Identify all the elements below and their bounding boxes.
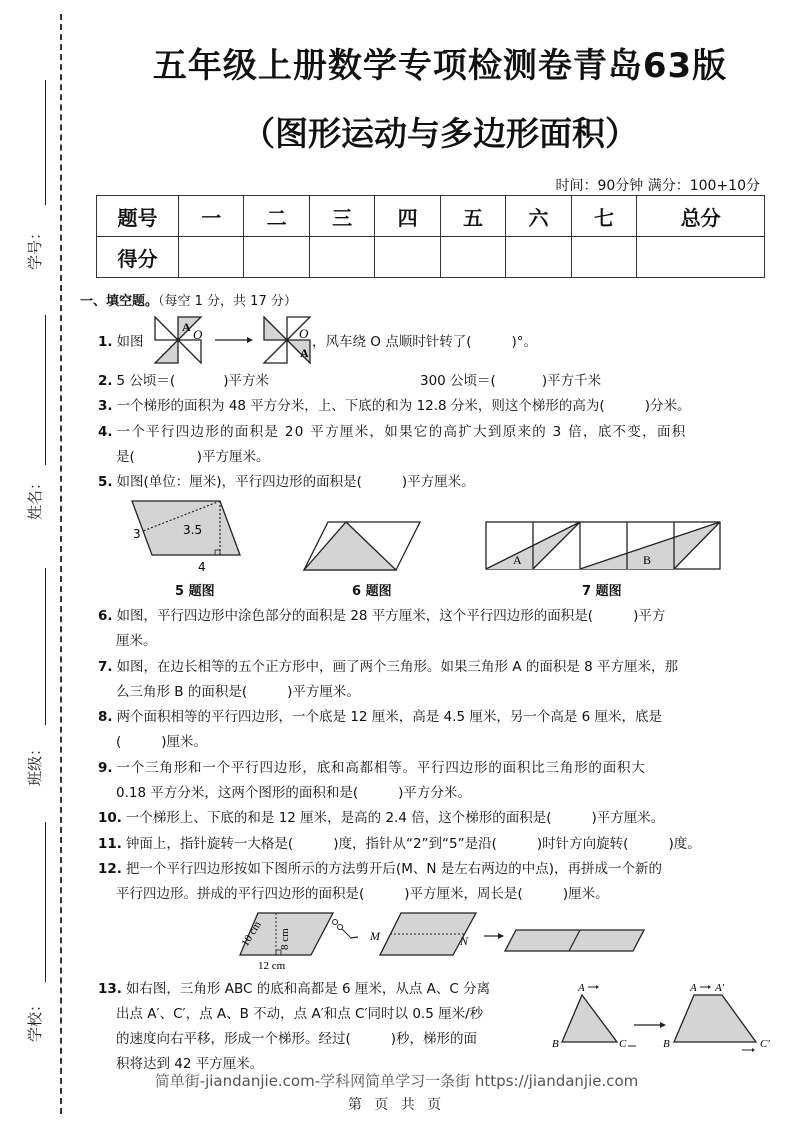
- header-cell: 六: [506, 196, 571, 237]
- section-label: 一、填空题。: [80, 294, 159, 309]
- figure-12-cut-and-rearrange: [238, 910, 648, 972]
- score-cell[interactable]: [179, 237, 244, 278]
- name-label: 姓名：: [26, 474, 44, 520]
- question-text: )平方厘米。: [196, 449, 270, 465]
- question-text: )度，指针从“2”到“5”是沿(: [333, 836, 497, 852]
- question-7: [98, 655, 766, 705]
- question-text: 么三角形 B 的面积是(: [116, 684, 248, 700]
- question-text: )时针方向旋转(: [536, 836, 629, 852]
- question-number: 1.: [98, 334, 113, 350]
- question-text: )平方厘米。: [287, 684, 360, 700]
- question-text: 的速度向右平移，形成一个梯形。经过(: [116, 1031, 351, 1047]
- student-id-label: 学号：: [26, 224, 44, 270]
- school-field[interactable]: [8, 822, 58, 1042]
- question-10: [98, 806, 766, 831]
- question-text: 把一个平行四边形按如下图所示的方法剪开后(M、N 是左右两边的中点)，再拼成一个新的: [125, 861, 662, 877]
- student-id-field[interactable]: [8, 80, 58, 280]
- binding-dashed-line: [60, 14, 62, 1114]
- height-label: 8 cm: [279, 928, 291, 950]
- question-1-tail: [312, 330, 712, 355]
- question-text: 积将达到 42 平方厘米。: [116, 1056, 264, 1072]
- header-cell: 五: [440, 196, 505, 237]
- triangle-b-label: B: [643, 553, 652, 567]
- school-label: 学校：: [26, 996, 44, 1042]
- question-5: [98, 470, 766, 495]
- question-text: )°。: [511, 334, 538, 350]
- question-text: 如图，平行四边形中涂色部分的面积是 28 平方厘米，这个平行四边形的面积是(: [116, 608, 594, 624]
- question-number: 6.: [98, 608, 113, 624]
- side-label: 10 cm: [239, 919, 264, 949]
- question-text: )厘米。: [562, 886, 609, 902]
- question-text: 一个平行四边形的面积是 20 平方厘米，如果它的高扩大到原来的 3 倍，底不变，面积: [116, 424, 687, 440]
- question-number: 8.: [98, 709, 113, 725]
- score-table: [96, 195, 765, 278]
- question-text: 一个三角形和一个平行四边形，底和高都相等。平行四边形的面积比三角形的面积大: [116, 760, 646, 776]
- figure-7-caption: 7 题图: [582, 584, 622, 599]
- question-text: (: [116, 734, 122, 750]
- question-number: 5.: [98, 474, 113, 490]
- question-text: 如右图，三角形 ABC 的底和高都是 6 厘米，从点 A、C 分离: [125, 981, 491, 997]
- question-text: 300 公顷＝(: [420, 373, 496, 389]
- point-n-label: N: [460, 934, 469, 948]
- page-subtitle: （图形运动与多边形面积）: [242, 114, 638, 153]
- side-label: 3: [133, 527, 141, 541]
- base-label: 4: [198, 560, 206, 574]
- figure-6-caption: 6 题图: [352, 584, 392, 599]
- triangle-a-label: A: [513, 553, 522, 567]
- question-number: 10.: [98, 810, 122, 826]
- score-cell[interactable]: [309, 237, 374, 278]
- question-text: 是(: [116, 449, 135, 465]
- question-text: 出点 A′、C′，点 A、B 不动，点 A′和点 C′同时以 0.5 厘米/秒: [116, 1006, 484, 1022]
- score-cell[interactable]: [571, 237, 636, 278]
- header-cell: 二: [244, 196, 309, 237]
- base-label: 12 cm: [258, 960, 286, 972]
- height-label: 3.5: [183, 523, 203, 537]
- header-cell: 总分: [637, 196, 765, 237]
- windmill-figure: [145, 311, 315, 371]
- svg-text:A: A: [300, 346, 309, 360]
- label-a: A: [182, 320, 191, 334]
- question-text: 0.18 平方分米，这两个图形的面积和是(: [116, 785, 359, 801]
- question-2b: [420, 369, 720, 394]
- score-table-score-row: [97, 237, 765, 278]
- score-cell[interactable]: [637, 237, 765, 278]
- header-cell: 三: [309, 196, 374, 237]
- question-number: 4.: [98, 424, 113, 440]
- figure-6-parallelogram: [300, 520, 430, 572]
- question-number: 13.: [98, 981, 122, 997]
- point-c-prime-label: C′: [760, 1038, 770, 1050]
- name-blank-line[interactable]: [45, 315, 46, 465]
- question-text: )平方千米: [541, 373, 602, 389]
- question-text: 如图(单位：厘米)，平行四边形的面积是(: [116, 474, 362, 490]
- point-a-prime-label: A′: [715, 982, 725, 994]
- header-cell: 一: [179, 196, 244, 237]
- class-field[interactable]: [8, 568, 58, 798]
- section-title: [80, 290, 297, 309]
- score-cell[interactable]: [375, 237, 440, 278]
- question-number: 12.: [98, 861, 122, 877]
- question-text: )分米。: [644, 398, 691, 414]
- question-text: 平行四边形。拼成的平行四边形的面积是(: [116, 886, 365, 902]
- question-text: ，风车绕 O 点顺时针转了(: [312, 334, 472, 350]
- svg-text:O: O: [299, 326, 309, 341]
- row-label: 得分: [97, 237, 179, 278]
- question-12: [98, 857, 766, 907]
- question-text: )度。: [668, 836, 701, 852]
- question-text: )平方厘米，周长是(: [404, 886, 523, 902]
- score-cell[interactable]: [506, 237, 571, 278]
- school-blank-line[interactable]: [45, 822, 46, 982]
- point-a-label: A: [690, 982, 697, 994]
- point-c-label: C: [619, 1038, 627, 1050]
- question-text: 如图，在边长相等的五个正方形中，画了两个三角形。如果三角形 A 的面积是 8 平方厘米，那: [116, 659, 679, 675]
- svg-text:O: O: [193, 327, 203, 342]
- score-table-header-row: [97, 196, 765, 237]
- question-text: )平方: [633, 608, 666, 624]
- question-6: [98, 604, 766, 654]
- question-text: )秒，梯形的面: [390, 1031, 478, 1047]
- question-text: )平方分米。: [398, 785, 471, 801]
- question-text: )平方厘米。: [591, 810, 665, 826]
- point-b-label: B: [552, 1038, 559, 1050]
- header-cell: 四: [375, 196, 440, 237]
- question-11: [98, 832, 766, 857]
- class-label: 班级：: [26, 740, 44, 786]
- header-cell: 七: [571, 196, 636, 237]
- question-text: )平方米: [223, 373, 269, 389]
- question-text: )厘米。: [161, 734, 208, 750]
- student-id-blank-line[interactable]: [45, 80, 46, 205]
- class-blank-line[interactable]: [45, 568, 46, 725]
- score-cell[interactable]: [440, 237, 505, 278]
- figure-7-squares: [484, 520, 724, 572]
- question-text: 一个梯形的面积为 48 平方分米，上、下底的和为 12.8 分米，则这个梯形的高为(: [116, 398, 605, 414]
- page-number: 第 页 共 页: [347, 1097, 446, 1113]
- name-field[interactable]: [8, 315, 58, 525]
- question-9: [98, 756, 766, 806]
- score-cell[interactable]: [244, 237, 309, 278]
- question-text: 一个梯形上、下底的和是 12 厘米，是高的 2.4 倍，这个梯形的面积是(: [125, 810, 552, 826]
- question-number: 7.: [98, 659, 113, 675]
- question-13: [98, 977, 548, 1077]
- header-cell: 题号: [97, 196, 179, 237]
- question-number: 2.: [98, 373, 113, 389]
- question-number: 9.: [98, 760, 113, 776]
- question-text: 钟面上，指针旋转一大格是(: [125, 836, 294, 852]
- question-text: 如图: [116, 334, 144, 350]
- figure-5-parallelogram: [128, 498, 258, 578]
- question-3: [98, 394, 766, 419]
- question-text: 5 公顷＝(: [116, 373, 176, 389]
- question-4: [98, 420, 766, 470]
- question-text: )平方厘米。: [401, 474, 475, 490]
- page-title: 五年级上册数学专项检测卷青岛63版: [152, 46, 728, 86]
- point-m-label: M: [370, 929, 380, 943]
- watermark-text: 简单街-jiandanjie.com-学科网简单学习一条街 https://jiandanjie.com: [154, 1072, 639, 1090]
- figure-5-caption: 5 题图: [175, 584, 215, 599]
- point-b-label: B: [663, 1038, 670, 1050]
- section-note: （每空 1 分，共 17 分）: [158, 294, 297, 309]
- figure-13-triangle-to-trapezoid: [552, 978, 777, 1053]
- question-8: [98, 705, 766, 755]
- question-text: 厘米。: [116, 633, 157, 649]
- point-a-label: A: [578, 982, 585, 994]
- question-number: 11.: [98, 836, 122, 852]
- question-text: 两个面积相等的平行四边形，一个底是 12 厘米，高是 4.5 厘米，另一个高是 6 厘米，底是: [116, 709, 663, 725]
- exam-meta: 时间：90分钟 满分：100+10分: [555, 178, 760, 194]
- question-number: 3.: [98, 398, 113, 414]
